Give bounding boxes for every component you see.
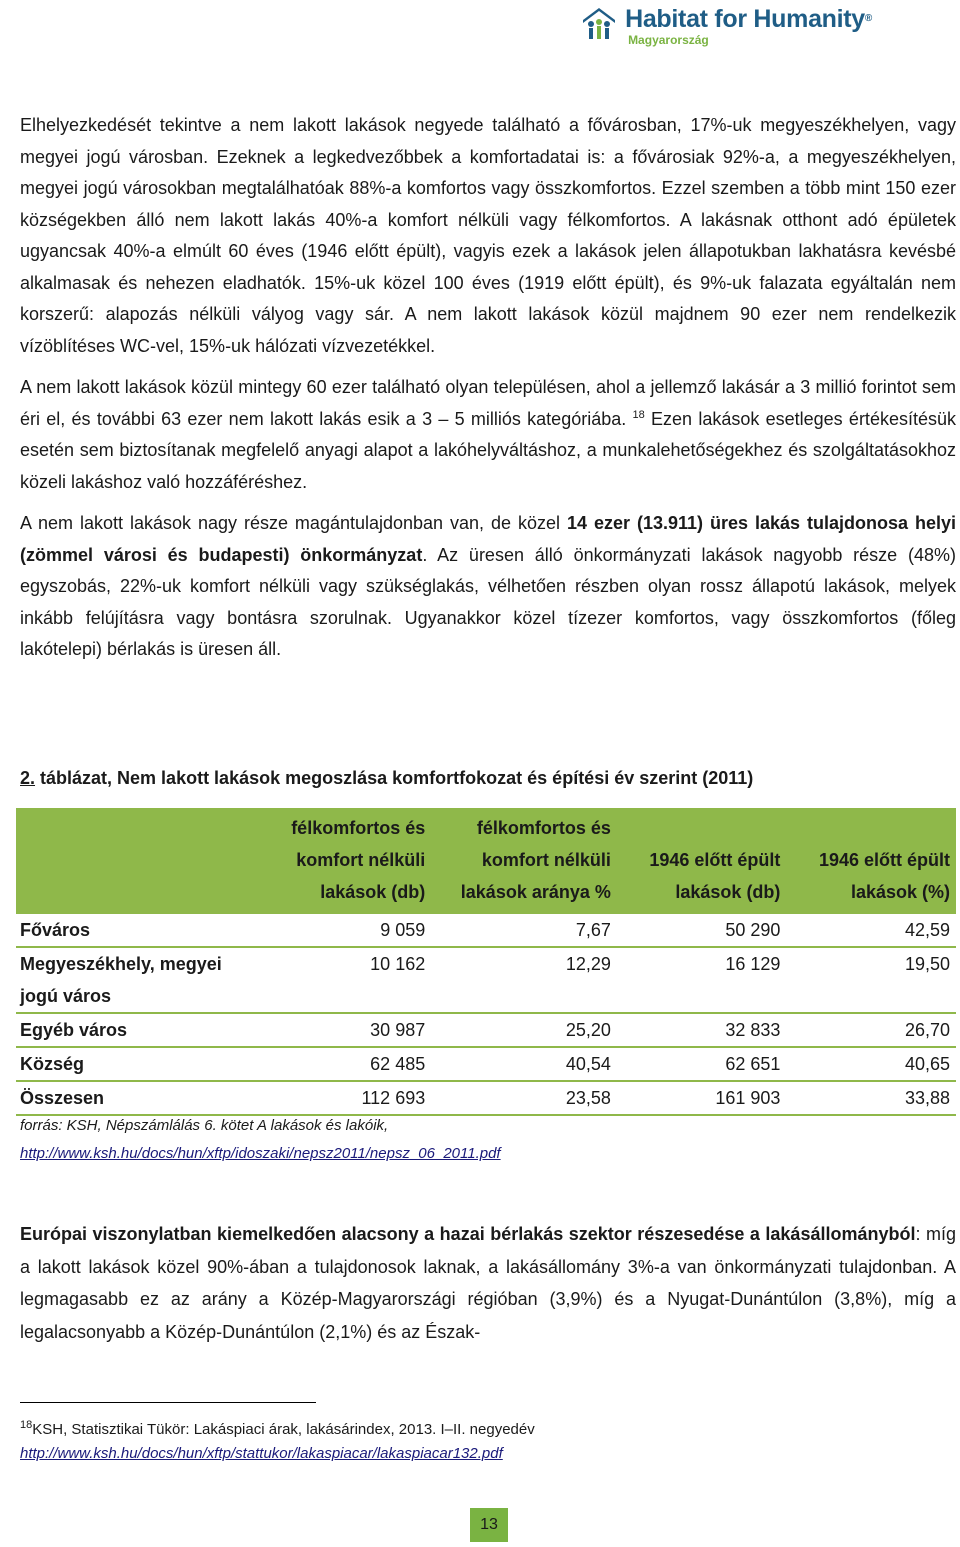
paragraph-2: A nem lakott lakások közül mintegy 60 ezer található olyan településen, ahol a jellemző lakásár a 3 millió forintot sem éri el, és további 63 ezer nem lakott lakás esik a 3 – 5 milliós kategóriába. $^{18}$ Ezen lakások esetleges értékesítésük esetén sem biztosítanak megfelelő anyagi alapot a lakóhelyváltáshoz, a munkalehetőségekhez és szolgáltatásokhoz közeli lakáshoz való hozzáféréshez. — [20, 377, 956, 492]
column-header: félkomfortos és komfort nélküli lakások (db) — [242, 808, 432, 914]
table-cell: 112 693 — [242, 1081, 432, 1115]
table-cell: 26,70 — [786, 1013, 956, 1047]
table-cell: 23,58 — [431, 1081, 617, 1115]
row-label: Község — [16, 1047, 242, 1081]
table-cell: 62 651 — [617, 1047, 787, 1081]
paragraph-4: Európai viszonylatban kiemelkedően alacsony a hazai bérlakás szektor részesedése a lakásállományból: míg a lakott lakások közel 90%-ában a tulajdonosok laknak, a lakásállomány 3%-a van önkormányzati tulajdonban. A legmagasabb ez az arány a Közép-Magyarországi régióban (3,9%) és a Nyugat-Dunántúlon (3,8%), míg a legalacsonyabb a Közép-Dunántúlon (2,1%) és az Észak- — [20, 1224, 956, 1342]
table-cell: 50 290 — [617, 914, 787, 947]
column-header: félkomfortos és komfort nélküli lakások aránya % — [431, 808, 617, 914]
table-cell: 7,67 — [431, 914, 617, 947]
habitat-logo — [579, 4, 872, 54]
row-label: Főváros — [16, 914, 242, 947]
body-text — [20, 110, 956, 666]
footnote-ref[interactable]: 18 — [632, 408, 645, 421]
table-cell: 32 833 — [617, 1013, 787, 1047]
source-link[interactable]: http://www.ksh.hu/docs/hun/xftp/idoszaki/nepsz2011/nepsz_06_2011.pdf — [20, 1145, 501, 1162]
table-row — [16, 1081, 956, 1115]
column-header: 1946 előtt épült lakások (db) — [617, 808, 787, 914]
table-row — [16, 1047, 956, 1081]
table-cell: 161 903 — [617, 1081, 787, 1115]
table-cell: 10 162 — [242, 947, 432, 1013]
table-source — [20, 1112, 501, 1168]
logo-country: Magyarország — [628, 33, 709, 47]
table-cell: 40,54 — [431, 1047, 617, 1081]
table-cell: 19,50 — [786, 947, 956, 1013]
footnote-text: KSH, Statisztikai Tükör: Lakáspiaci árak, lakásárindex, 2013. I–II. negyedév — [32, 1421, 535, 1438]
row-label: Megyeszékhely, megyei jogú város — [16, 947, 242, 1013]
table-cell: 62 485 — [242, 1047, 432, 1081]
table-cell: 33,88 — [786, 1081, 956, 1115]
table-row — [16, 914, 956, 947]
table-cell: 30 987 — [242, 1013, 432, 1047]
housing-table — [16, 808, 956, 1116]
column-header: 1946 előtt épült lakások (%) — [786, 808, 956, 914]
table-row — [16, 1013, 956, 1047]
table-header-row — [16, 808, 956, 914]
table-cell: 25,20 — [431, 1013, 617, 1047]
house-people-icon — [579, 4, 619, 44]
source-text: forrás: KSH, Népszámlálás 6. kötet A lakások és lakóik, — [20, 1117, 389, 1134]
footnote — [20, 1418, 535, 1466]
table-cell: 9 059 — [242, 914, 432, 947]
table-corner-cell — [16, 808, 242, 914]
paragraph-3: A nem lakott lakások nagy része magántulajdonban van, de közel 14 ezer (13.911) üres lakás tulajdonosa helyi (zömmel városi és budapesti) önkormányzat. Az üresen álló önkormányzati lakások nagyobb része (48%) egyszobás, 22%-uk komfort nélküli vagy szükséglakás, vélhetően részben olyan rossz állapotú lakások, melyek inkább felújításra vagy bontásra szorulnak. Ugyanakkor közel tízezer komfortos, vagy összkomfortos (főleg lakótelepi) bérlakás is üresen áll. — [20, 513, 956, 659]
table-caption: 2. táblázat, Nem lakott lakások megoszlása komfortfokozat és építési év szerint (2011) — [20, 768, 754, 788]
footnote-link[interactable]: http://www.ksh.hu/docs/hun/xftp/stattukor/lakaspiacar/lakaspiacar132.pdf — [20, 1445, 503, 1462]
row-label: Egyéb város — [16, 1013, 242, 1047]
row-label: Összesen — [16, 1081, 242, 1115]
table-cell: 12,29 — [431, 947, 617, 1013]
paragraph-1: Elhelyezkedését tekintve a nem lakott lakások negyede található a fővárosban, 17%-uk megyeszékhelyen, vagy megyei jogú városban. Ezeknek a legkedvezőbbek a komfortadatai is: a fővárosiak 92%-a, a megyeszékhelyen, megyei jogú városokban megtalálhatóak 88%-a komfortos vagy összkomfortos. Ezzel szemben a több mint 150 ezer községekben álló nem lakott lakás 40%-a komfort nélküli vagy félkomfortos. A lakásnak otthont adó épületek ugyancsak 40%-a elmúlt 60 éves (1946 előtt épült), vagyis ezek a lakások jelen állapotukban lakhatásra kevésbé alkalmasak és nehezen eladhatók. 15%-uk közel 100 éves (1919 előtt épült), és 9%-uk falazata egyáltalán nem korszerű: alapozás nélküli vályog vagy sár. A nem lakott lakások közül majdnem 90 ezer nem rendelkezik vízöblítéses WC-vel, 15%-uk hálózati vízvezetékkel. — [20, 115, 956, 356]
table-row — [16, 947, 956, 1013]
footnote-divider — [20, 1402, 316, 1403]
table-cell: 42,59 — [786, 914, 956, 947]
table-cell: 40,65 — [786, 1047, 956, 1081]
page-number: 13 — [470, 1508, 508, 1542]
table-cell: 16 129 — [617, 947, 787, 1013]
footnote-number: 18 — [20, 1419, 33, 1431]
logo-wordmark: Habitat for Humanity® — [625, 5, 872, 33]
